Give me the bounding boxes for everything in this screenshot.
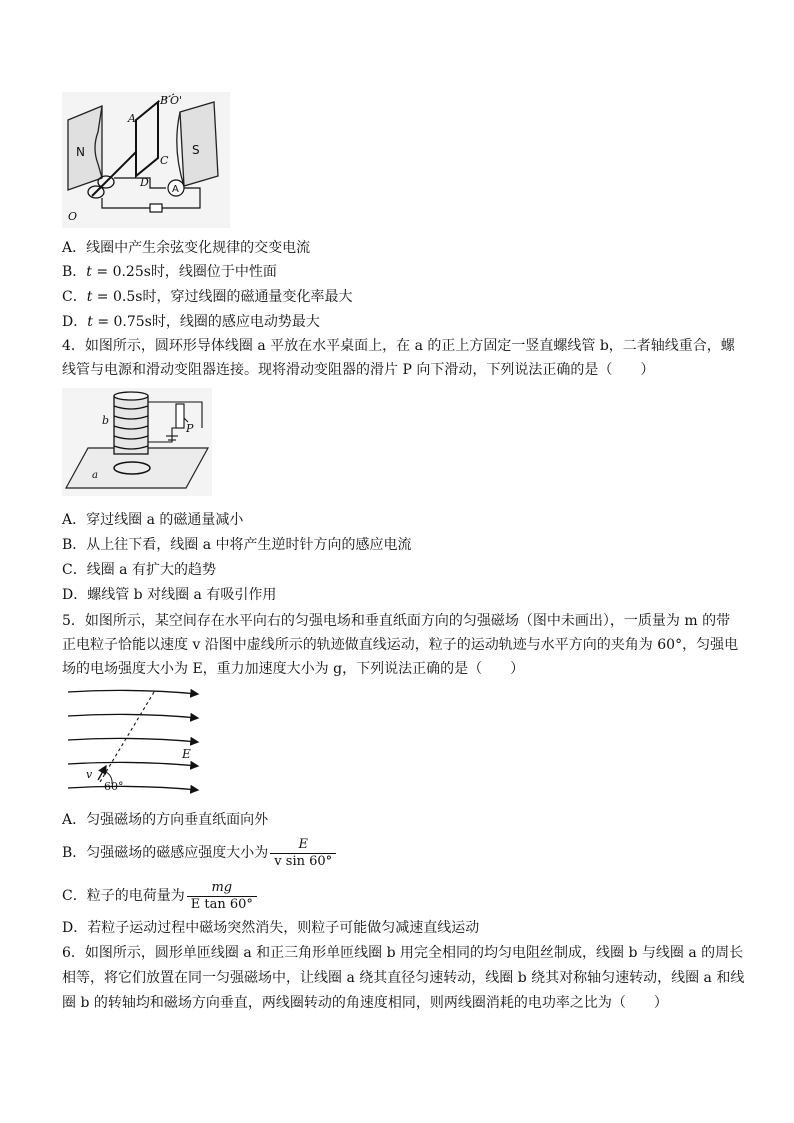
q3-option-c[interactable] [62, 287, 352, 307]
option-text: 时，线圈位于中性面 [150, 264, 277, 280]
trajectory-dashed-line [100, 692, 154, 782]
option-text: 穿过线圈 a 的磁通量减小 [86, 512, 244, 528]
s-pole-label: S [192, 143, 200, 157]
option-text: 若粒子运动过程中磁场突然消失，则粒子可能做匀减速直线运动 [87, 920, 480, 936]
q3-option-b[interactable] [62, 262, 277, 282]
option-letter: A． [62, 240, 87, 256]
time-value: = 0.5s [92, 289, 143, 305]
q5-stem-line-3: 场的电场强度大小为 E，重力加速度大小为 g，下列说法正确的是（ ） [62, 661, 525, 677]
q4-option-d[interactable] [62, 585, 276, 605]
fraction-numerator: mg [187, 880, 257, 897]
solenoid-figure [62, 388, 212, 496]
q5-option-a[interactable] [62, 810, 268, 830]
option-text: 时，穿过线圈的磁通量变化率最大 [142, 289, 353, 305]
q4-option-a[interactable] [62, 510, 243, 530]
velocity-label: v [86, 768, 93, 781]
q5-stem-line-1: 5．如图所示，某空间存在水平向右的匀强电场和垂直纸面方向的匀强磁场（图中未画出），一质量为 m 的带 [62, 613, 731, 629]
generator-figure [62, 92, 230, 228]
ring-label-a: a [92, 470, 98, 481]
option-letter: B． [62, 845, 87, 861]
fraction-denominator: E tan 60° [190, 896, 253, 912]
time-variable: t [87, 314, 93, 330]
q3-option-a[interactable] [62, 238, 310, 258]
fraction [270, 837, 336, 870]
option-letter: A． [62, 512, 87, 528]
option-letter: D． [62, 920, 88, 936]
option-letter: A． [62, 812, 87, 828]
coil-label-c: C [160, 154, 169, 167]
option-letter: D． [62, 587, 88, 603]
option-text: 匀强磁场的方向垂直纸面向外 [86, 812, 269, 828]
time-value: = 0.75s [92, 314, 152, 330]
option-letter: B． [62, 264, 87, 280]
option-text: 螺线管 b 对线圈 a 有吸引作用 [87, 587, 277, 603]
option-text: 粒子的电荷量为 [86, 888, 185, 904]
option-letter: C． [62, 289, 87, 305]
option-letter: C． [62, 562, 87, 578]
time-variable: t [86, 289, 93, 305]
q4-stem-line-2: 线管与电源和滑动变阻器连接。现将滑动变阻器的滑片 P 向下滑动，下列说法正确的是（ ） [62, 362, 655, 378]
field-label-e: E [182, 747, 191, 761]
angle-label: 60° [104, 780, 124, 793]
axis-label-o-prime: O' [170, 94, 183, 107]
q6-stem-line-3: 圈 b 的转轴均和磁场方向垂直，两线圈转动的角速度相同，则两线圈消耗的电功率之比为（ ） [62, 995, 668, 1011]
time-value: = 0.25s [91, 264, 151, 280]
coil-label-b: B [160, 94, 169, 107]
option-letter: C． [62, 888, 87, 904]
fraction-numerator: E [270, 837, 336, 854]
q6-stem-line-2: 相等，将它们放置在同一匀强磁场中，让线圈 a 绕其直径匀速转动，线圈 b 绕其对称轴匀速转动，线圈 a 和线 [62, 970, 745, 986]
q5-option-b[interactable] [62, 832, 336, 874]
fraction-denominator: v sin 60° [274, 853, 333, 869]
q5-option-c[interactable] [62, 875, 257, 917]
fraction [187, 880, 257, 913]
coil-label-a: A [128, 112, 136, 125]
option-text: 线圈 a 有扩大的趋势 [86, 562, 216, 578]
ammeter-label: A [172, 184, 179, 195]
solenoid-label-b: b [102, 414, 110, 427]
field-figure [62, 686, 212, 798]
q5-stem-line-2: 正电粒子恰能以速度 v 沿图中虚线所示的轨迹做直线运动，粒子的运动轨迹与水平方向的夹角为 60°，匀强电 [62, 637, 739, 653]
slider-label-p: P [186, 422, 194, 435]
option-text: 线圈中产生余弦变化规律的交变电流 [86, 240, 311, 256]
option-text: 时，线圈的感应电动势最大 [151, 314, 320, 330]
option-text: 从上往下看，线圈 a 中将产生逆时针方向的感应电流 [86, 537, 412, 553]
option-letter: D． [62, 314, 88, 330]
option-letter: B． [62, 537, 87, 553]
q4-option-b[interactable] [62, 535, 412, 555]
n-pole-label: N [76, 145, 85, 159]
q5-option-d[interactable] [62, 918, 479, 938]
q4-stem-line-1: 4．如图所示，圆环形导体线圈 a 平放在水平桌面上，在 a 的正上方固定一竖直螺线管 b，二者轴线重合，螺 [62, 338, 735, 354]
q6-stem-line-1: 6．如图所示，圆形单匝线圈 a 和正三角形单匝线圈 b 用完全相同的均匀电阻丝制成，线圈 b 与线圈 a 的周长 [62, 945, 744, 961]
axis-label-o: O [68, 210, 78, 223]
time-variable: t [86, 264, 92, 280]
q4-option-c[interactable] [62, 560, 216, 580]
q3-option-d[interactable] [62, 312, 320, 332]
velocity-arrow [98, 766, 106, 780]
coil-label-d: D [140, 176, 149, 189]
option-text: 匀强磁场的磁感应强度大小为 [86, 845, 269, 861]
